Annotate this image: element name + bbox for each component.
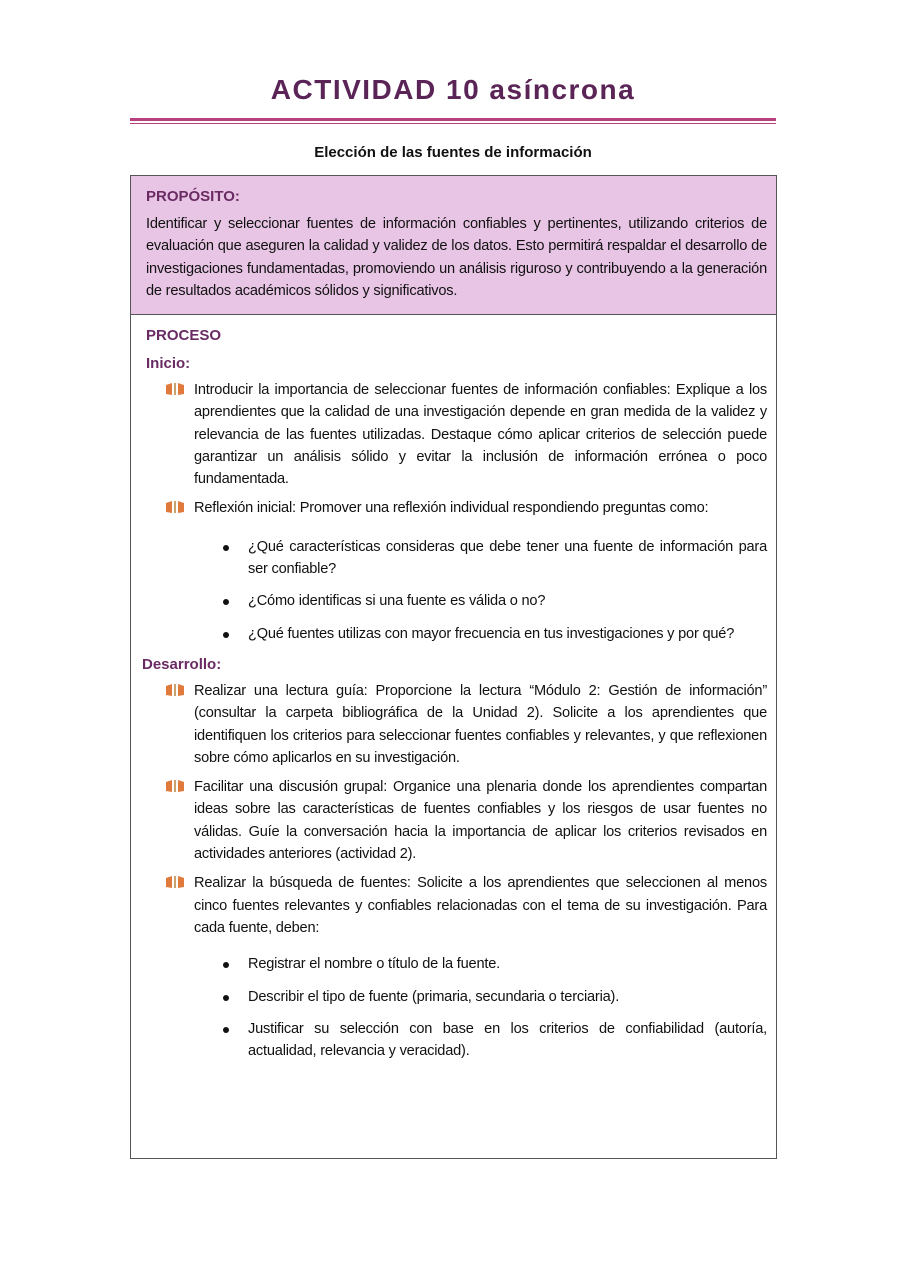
bullet-dot-icon: [223, 632, 229, 638]
title-divider-thin: [130, 123, 776, 124]
list-item: Facilitar una discusión grupal: Organice una plenaria donde los aprendientes compartan ideas sobre las características de fuentes confiables y los riesgos de usar fuentes no válidas. Guíe la conversación hacia la importancia de aplicar los criterios revisados en actividades anteriores (actividad 2).: [146, 776, 767, 865]
process-section: [131, 315, 776, 1062]
step-item: Registrar el nombre o título de la fuente.: [146, 953, 767, 975]
list-item: Realizar la búsqueda de fuentes: Solicite a los aprendientes que seleccionen al menos cinco fuentes relevantes y confiables relacionadas con el tema de su investigación. Para cada fuente, deben:: [146, 872, 767, 939]
purpose-heading: PROPÓSITO:: [146, 188, 240, 205]
inicio-heading: Inicio:: [146, 355, 191, 372]
title-divider: [130, 118, 776, 121]
desarrollo-heading: Desarrollo:: [142, 655, 222, 673]
purpose-section: [131, 176, 776, 315]
step-item: Describir el tipo de fuente (primaria, secundaria o terciaria).: [146, 986, 767, 1008]
activity-table: [130, 175, 777, 1159]
process-heading: PROCESO: [146, 327, 222, 344]
question-item: ¿Qué fuentes utilizas con mayor frecuencia en tus investigaciones y por qué?: [146, 623, 767, 645]
book-bullet-icon: [165, 500, 185, 514]
list-item: Reflexión inicial: Promover una reflexión individual respondiendo preguntas como:: [146, 497, 767, 519]
bullet-dot-icon: [223, 1027, 229, 1033]
book-bullet-icon: [165, 382, 185, 396]
question-item: ¿Cómo identificas si una fuente es válida o no?: [146, 590, 767, 612]
list-item: Realizar una lectura guía: Proporcione la lectura “Módulo 2: Gestión de información” (consultar la carpeta bibliográfica de la Unidad 2). Solicite a los aprendientes que identifiquen los criterios para seleccionar fuentes confiables y relevantes, y que reflexionen sobre cómo aplicarlos en su investigación.: [146, 680, 767, 769]
purpose-text: Identificar y seleccionar fuentes de información confiables y pertinentes, utilizando criterios de evaluación que aseguren la calidad y validez de los datos. Esto permitirá respaldar el desarrollo de investigaciones fundamentadas, promoviendo un análisis riguroso y contribuyendo a la generación de resultados académicos sólidos y significativos.: [146, 216, 767, 299]
book-bullet-icon: [165, 875, 185, 889]
bullet-dot-icon: [223, 599, 229, 605]
bullet-dot-icon: [223, 962, 229, 968]
activity-subtitle: Elección de las fuentes de información: [314, 144, 592, 161]
book-bullet-icon: [165, 683, 185, 697]
bullet-dot-icon: [223, 545, 229, 551]
book-bullet-icon: [165, 779, 185, 793]
page-title: ACTIVIDAD 10 asíncrona: [270, 74, 636, 105]
step-item: Justificar su selección con base en los criterios de confiabilidad (autoría, actualidad, relevancia y veracidad).: [146, 1018, 767, 1063]
question-item: ¿Qué características consideras que debe tener una fuente de información para ser confiable?: [146, 536, 767, 581]
list-item: Introducir la importancia de seleccionar fuentes de información confiables: Explique a los aprendientes que la calidad de una investigación depende en gran medida de la validez y relevancia de las fuentes utilizadas. Destaque cómo aplicar criterios de selección puede garantizar un análisis sólido y evitar la inclusión de información errónea o poco fundamentada.: [146, 379, 767, 490]
bullet-dot-icon: [223, 995, 229, 1001]
